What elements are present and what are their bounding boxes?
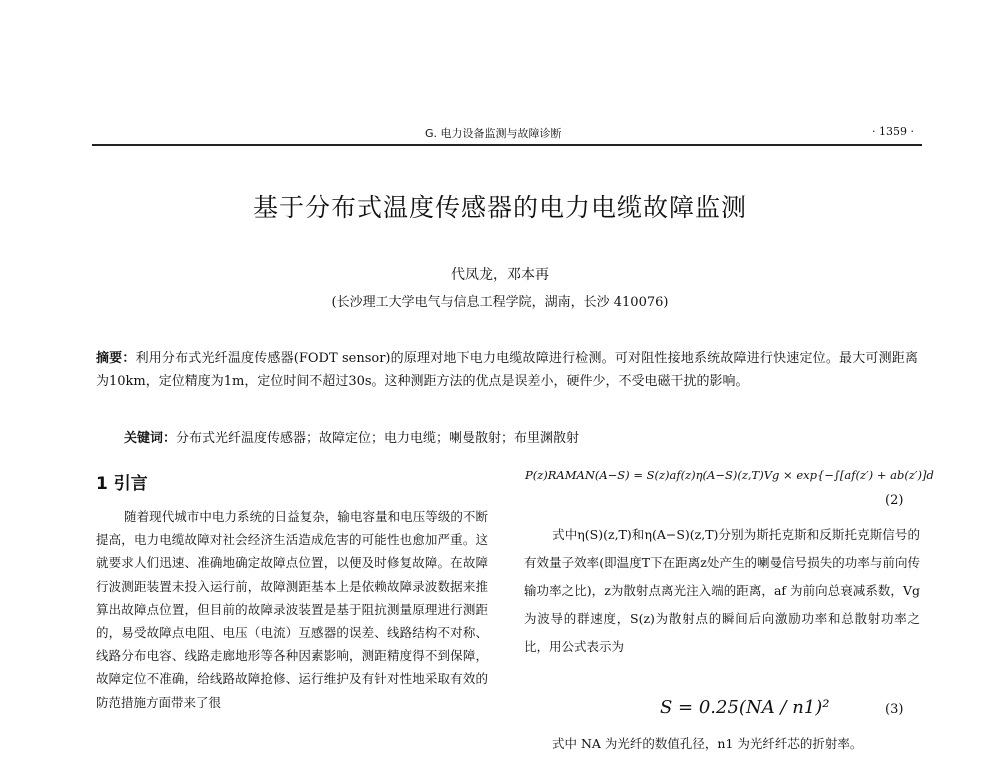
right-column-text: 式中η(S)(z,T)和η(A−S)(z,T)分别为斯托克斯和反斯托克斯信号的有效量子效率(即温度T下在距离z处产生的喇曼信号损失的功率与前向传输功率之比)，z为散射点离光注入端的距离，af 为前向总衰减系数，Vg 为波导的群速度，S(z)为散射点的瞬间后向激励功率和总散射功率之比，用公式表示为	[524, 527, 920, 654]
running-header: G. 电力设备监测与故障诊断	[425, 127, 562, 140]
paper-title: 基于分布式温度传感器的电力电缆故障监测	[252, 193, 747, 222]
keywords-label: 关键词：	[124, 431, 177, 446]
affiliation: (长沙理工大学电气与信息工程学院，湖南，长沙 410076)	[331, 295, 669, 310]
intro-text: 随着现代城市中电力系统的日益复杂，输电容量和电压等级的不断提高，电力电缆故障对社会经济生活造成危害的可能性也愈加严重。这就要求人们迅速、准确地确定故障点位置，以便及时修复故障。在故障行波测距装置未投入运行前，故障测距基本上是依赖故障录波数据来推算出故障点位置，但目前的故障录波装置是基于阻抗测量原理进行测距的，易受故障点电阻、电压（电流）互感器的误差、线路结构不对称、线路分布电容、线路走廊地形等各种因素影响，测距精度得不到保障，故障定位不准确，给线路故障抢修、运行维护及有针对性地采取有效的防范措施方面带来了很	[96, 509, 488, 710]
equation-number-2: (2)	[885, 493, 904, 508]
abstract-text: 利用分布式光纤温度传感器(FODT sensor)的原理对地下电力电缆故障进行检测。可对阻性接地系统故障进行快速定位。最大可测距离为10km，定位精度为1m，定位时间不超过30s。这种测距方法的优点是误差小，硬件少，不受电磁干扰的影响。	[96, 351, 918, 389]
equation-number-3: (3)	[885, 702, 904, 717]
header-rule	[92, 144, 922, 146]
authors: 代凤龙，邓本再	[451, 267, 549, 283]
section-heading: 1 引言	[96, 474, 148, 494]
right-column-paragraph	[524, 521, 920, 661]
formula-2: P(z)RAMAN(A−S) = S(z)af(z)η(A−S)(z,T)Vg × exp{−∫[af(z′) + ab(z′)]d	[525, 468, 934, 482]
page-number: · 1359 ·	[872, 125, 914, 138]
formula-3-explanation: 式中 NA 为光纤的数值孔径，n1 为光纤纤芯的折射率。	[552, 736, 863, 751]
keywords	[124, 427, 918, 446]
abstract	[96, 347, 918, 393]
abstract-label: 摘要：	[96, 351, 136, 366]
formula-3: S = 0.25(NA / n1)²	[660, 697, 830, 718]
keywords-text: 分布式光纤温度传感器；故障定位；电力电缆；喇曼散射；布里渊散射	[176, 431, 580, 446]
intro-paragraph	[96, 505, 488, 714]
